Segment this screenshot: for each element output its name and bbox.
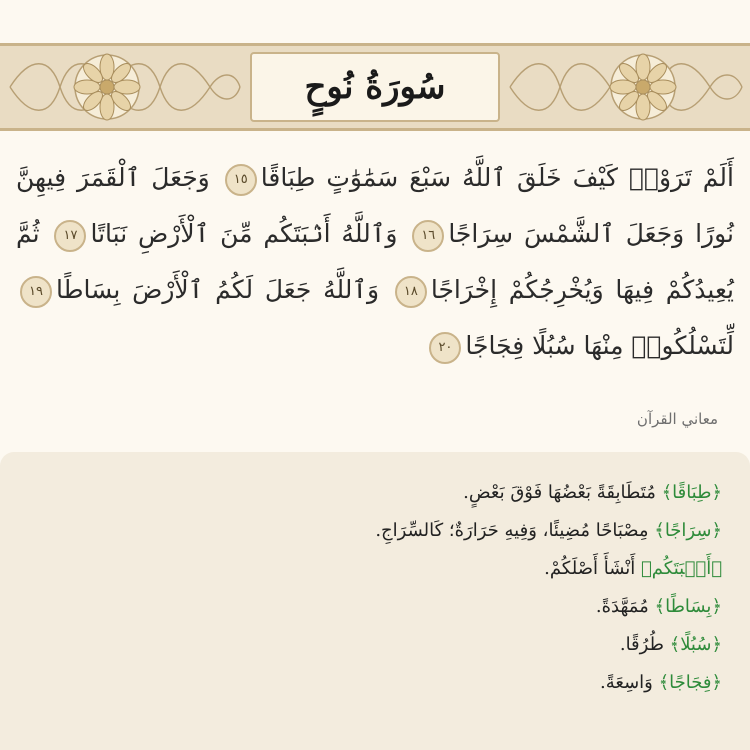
ayah-number-marker[interactable]: ١٦ xyxy=(412,220,444,252)
meanings-section-label: معاني القرآن xyxy=(636,410,718,428)
ayah-number-marker[interactable]: ١٨ xyxy=(395,276,427,308)
meaning-word: ﴿سُبُلًا﴾ xyxy=(669,634,722,655)
meaning-item[interactable] xyxy=(28,474,722,512)
meaning-word: ﴿طِبَاقًا﴾ xyxy=(661,482,722,503)
verse-text[interactable]: وَجَعَلَ ٱلْقَمَرَ فِيهِنَّ نُورًا وَجَعَلَ ٱلشَّمْسَ سِرَاجًا xyxy=(16,163,734,248)
meaning-word: ﴿أَنۢبَتَكُم﴾ xyxy=(641,558,722,579)
meaning-word: ﴿بِسَاطًا﴾ xyxy=(654,596,722,617)
meaning-item[interactable] xyxy=(28,512,722,550)
ayah-number-marker[interactable]: ٢٠ xyxy=(429,332,461,364)
left-rosette-icon xyxy=(72,52,142,122)
verse-text[interactable]: وَٱللَّهُ جَعَلَ لَكُمُ ٱلْأَرْضَ بِسَاطًا xyxy=(56,275,380,304)
ayah-number-marker[interactable]: ١٧ xyxy=(54,220,86,252)
meaning-definition: مُمَهَّدَةً. xyxy=(595,596,655,617)
meaning-definition: وَاسِعَةً. xyxy=(600,672,659,693)
meaning-definition: مِصْبَاحًا مُضِيئًا، وَفِيهِ حَرَارَةٌ؛ كَالسِّرَاجِ. xyxy=(375,520,655,541)
surah-header-banner xyxy=(0,43,750,131)
verse-text[interactable]: أَلَمْ تَرَوْا۟ كَيْفَ خَلَقَ ٱللَّهُ سَبْعَ سَمَٰوَٰتٍ طِبَاقًا xyxy=(260,163,734,192)
verse-text[interactable]: لِّتَسْلُكُوا۟ مِنْهَا سُبُلًا فِجَاجًا xyxy=(465,331,734,360)
surah-title-frame xyxy=(250,52,500,122)
verses-block xyxy=(16,150,734,374)
surah-title: سُورَةُ نُوحٍ xyxy=(304,67,446,107)
right-rosette-icon xyxy=(608,52,678,122)
meaning-definition: مُتَطَابِقَةً بَعْضُهَا فَوْقَ بَعْضٍ. xyxy=(463,482,662,503)
meaning-item[interactable] xyxy=(28,626,722,664)
meaning-item[interactable] xyxy=(28,550,722,588)
meanings-panel xyxy=(0,452,750,750)
meaning-definition: أَنْشَأَ أَصْلَكُمْ. xyxy=(544,558,641,579)
meaning-word: ﴿سِرَاجًا﴾ xyxy=(654,520,722,541)
meaning-definition: طُرُقًا. xyxy=(619,634,670,655)
meaning-item[interactable] xyxy=(28,588,722,626)
verse-text[interactable]: ثُمَّ يُعِيدُكُمْ فِيهَا وَيُخْرِجُكُمْ إِخْرَاجًا xyxy=(16,219,734,304)
verse-text[interactable]: وَٱللَّهُ أَنۢبَتَكُم مِّنَ ٱلْأَرْضِ نَبَاتًا xyxy=(90,219,398,248)
meaning-word: ﴿فِجَاجًا﴾ xyxy=(658,672,722,693)
meaning-item[interactable] xyxy=(28,664,722,702)
ayah-number-marker[interactable]: ١٥ xyxy=(225,164,257,196)
ayah-number-marker[interactable]: ١٩ xyxy=(20,276,52,308)
